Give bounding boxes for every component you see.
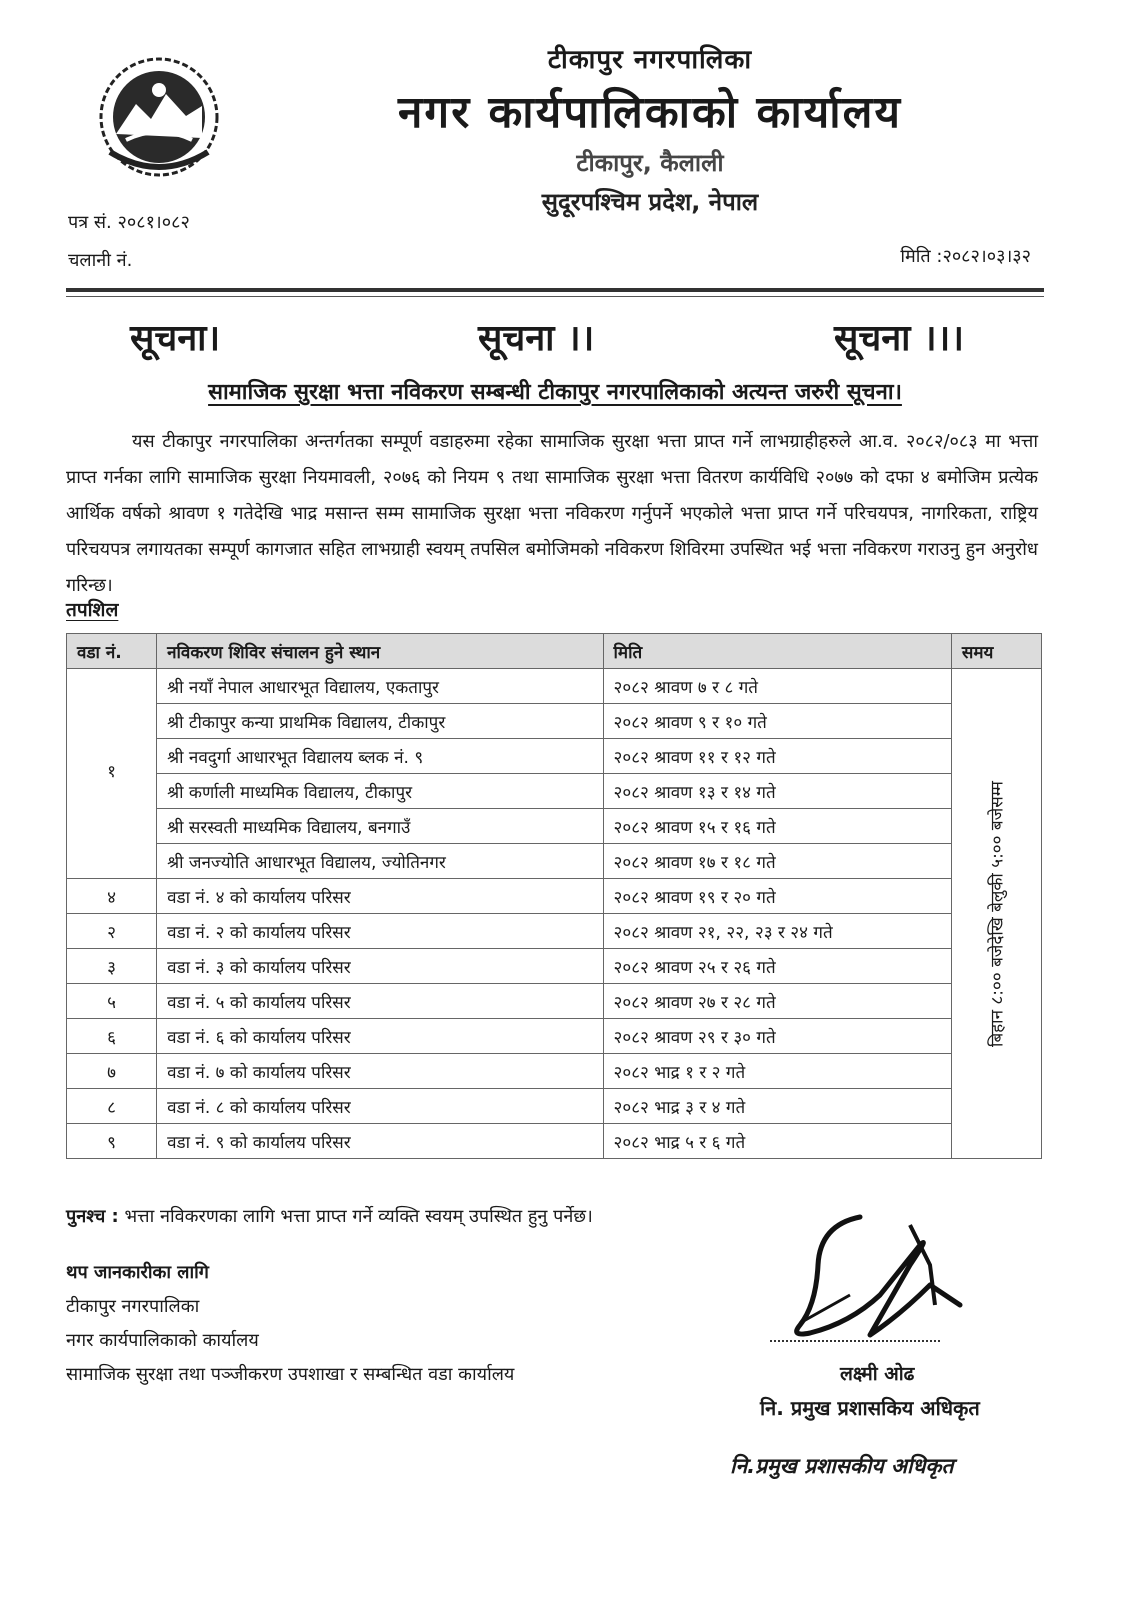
- ward-cell: ५: [67, 984, 157, 1019]
- ward-cell: १: [67, 669, 157, 879]
- table-header-row: [67, 634, 1042, 669]
- contact-line: टीकापुर नगरपालिका: [66, 1296, 200, 1317]
- notice-word-1: सूचना।: [130, 318, 221, 359]
- table-row: [67, 1124, 1042, 1159]
- signer-stamp: नि.प्रमुख प्रशासकीय अधिकृत: [730, 1454, 954, 1478]
- venue-cell: वडा नं. ४ को कार्यालय परिसर: [157, 879, 603, 914]
- table-row: [67, 809, 1042, 844]
- header-divider-thin: [66, 296, 1044, 297]
- municipality-emblem-icon: [96, 54, 222, 180]
- date-cell: २०८२ श्रावण २१, २२, २३ र २४ गते: [603, 914, 951, 949]
- postscript-text: भत्ता नविकरणका लागि भत्ता प्राप्त गर्ने व्यक्ति स्वयम् उपस्थित हुनु पर्नेछ।: [124, 1206, 593, 1227]
- contact-title: थप जानकारीका लागि: [66, 1262, 209, 1283]
- address-line-2: सुदूरपश्चिम प्रदेश, नेपाल: [541, 188, 759, 216]
- venue-cell: वडा नं. ५ को कार्यालय परिसर: [157, 984, 603, 1019]
- date-cell: २०८२ श्रावण ९ र १० गते: [603, 704, 951, 739]
- address-line-1: टीकापुर, कैलाली: [576, 149, 724, 177]
- ward-cell: ७: [67, 1054, 157, 1089]
- date-cell: २०८२ श्रावण ११ र १२ गते: [603, 739, 951, 774]
- venue-cell: वडा नं. ७ को कार्यालय परिसर: [157, 1054, 603, 1089]
- ward-cell: ९: [67, 1124, 157, 1159]
- municipality-name: टीकापुर नगरपालिका: [547, 45, 753, 75]
- time-cell: [951, 669, 1041, 1159]
- venue-cell: श्री नयाँ नेपाल आधारभूत विद्यालय, एकतापुर: [157, 669, 603, 704]
- col-header-venue: नविकरण शिविर संचालन हुने स्थान: [157, 634, 603, 669]
- venue-cell: श्री टीकापुर कन्या प्राथमिक विद्यालय, टीकापुर: [157, 704, 603, 739]
- venue-cell: वडा नं. ९ को कार्यालय परिसर: [157, 1124, 603, 1159]
- time-text: बिहान ८:०० बजेदेखि बेलुकी ५:०० बजेसम्म: [987, 780, 1008, 1047]
- venue-cell: श्री कर्णाली माध्यमिक विद्यालय, टीकापुर: [157, 774, 603, 809]
- table-row: [67, 914, 1042, 949]
- table-row: [67, 879, 1042, 914]
- schedule-heading: तपशिल: [66, 599, 119, 621]
- letter-number: पत्र सं. २०८१।०८२: [68, 212, 190, 233]
- table-row: [67, 739, 1042, 774]
- table-row: [67, 669, 1042, 704]
- date-cell: २०८२ श्रावण १३ र १४ गते: [603, 774, 951, 809]
- venue-cell: श्री नवदुर्गा आधारभूत विद्यालय ब्लक नं. ९: [157, 739, 603, 774]
- notice-headings: [66, 312, 1044, 362]
- signature-line: [770, 1340, 940, 1342]
- table-row: [67, 704, 1042, 739]
- col-header-ward: वडा नं.: [67, 634, 157, 669]
- ward-cell: ३: [67, 949, 157, 984]
- date-cell: २०८२ श्रावण १५ र १६ गते: [603, 809, 951, 844]
- col-header-date: मिति: [603, 634, 951, 669]
- date-cell: २०८२ श्रावण २५ र २६ गते: [603, 949, 951, 984]
- table-row: [67, 844, 1042, 879]
- venue-cell: श्री सरस्वती माध्यमिक विद्यालय, बनगाउँ: [157, 809, 603, 844]
- office-name: नगर कार्यपालिकाको कार्यालय: [398, 87, 902, 138]
- venue-cell: वडा नं. ६ को कार्यालय परिसर: [157, 1019, 603, 1054]
- signature-image: [760, 1205, 1050, 1355]
- ward-cell: ८: [67, 1089, 157, 1124]
- date-cell: २०८२ श्रावण १९ र २० गते: [603, 879, 951, 914]
- date-cell: २०८२ श्रावण १७ र १८ गते: [603, 844, 951, 879]
- schedule-table: [66, 633, 1042, 1159]
- contact-line: नगर कार्यपालिकाको कार्यालय: [66, 1330, 259, 1351]
- header-divider: [66, 288, 1044, 292]
- date-cell: २०८२ श्रावण २७ र २८ गते: [603, 984, 951, 1019]
- signer-name: लक्ष्मी ओढ: [840, 1363, 915, 1385]
- ward-cell: ४: [67, 879, 157, 914]
- venue-cell: वडा नं. ३ को कार्यालय परिसर: [157, 949, 603, 984]
- table-row: [67, 949, 1042, 984]
- notice-subject: सामाजिक सुरक्षा भत्ता नविकरण सम्बन्धी टीकापुर नगरपालिकाको अत्यन्त जरुरी सूचना।: [208, 380, 902, 405]
- postscript: [66, 1204, 593, 1228]
- contact-block: [66, 1256, 514, 1392]
- dispatch-number: चलानी नं.: [68, 250, 133, 271]
- postscript-label: पुनश्च :: [66, 1206, 119, 1227]
- notice-word-2: सूचना ।।: [478, 318, 595, 359]
- ward-cell: ६: [67, 1019, 157, 1054]
- col-header-time: समय: [951, 634, 1041, 669]
- notice-word-3: सूचना ।।।: [834, 318, 964, 359]
- table-row: [67, 1089, 1042, 1124]
- ward-cell: २: [67, 914, 157, 949]
- venue-cell: वडा नं. २ को कार्यालय परिसर: [157, 914, 603, 949]
- notice-body: यस टीकापुर नगरपालिका अन्तर्गतका सम्पूर्ण वडाहरुमा रहेका सामाजिक सुरक्षा भत्ता प्राप्त गर्ने लाभग्राहीहरुले आ.व. २०८२/०८३ मा भत्ता प्राप्त गर्नका लागि सामाजिक सुरक्षा नियमावली, २०७६ को नियम ९ तथा सामाजिक सुरक्षा भत्ता वितरण कार्यविधि २०७७ को दफा ४ बमोजिम प्रत्येक आर्थिक वर्षको श्रावण १ गतेदेखि भाद्र मसान्त सम्म सामाजिक सुरक्षा भत्ता नविकरण गर्नुपर्ने भएकोले भत्ता प्राप्त गर्ने परिचयपत्र, नागरिकता, राष्ट्रिय परिचयपत्र लगायतका सम्पूर्ण कागजात सहित लाभग्राही स्वयम् तपसिल बमोजिमको नविकरण शिविरमा उपस्थित भई भत्ता नविकरण गराउनु हुन अनुरोध गरिन्छ।: [66, 431, 1038, 596]
- table-row: [67, 984, 1042, 1019]
- table-row: [67, 1054, 1042, 1089]
- table-row: [67, 774, 1042, 809]
- date-cell: २०८२ श्रावण ७ र ८ गते: [603, 669, 951, 704]
- reference-block: [68, 204, 190, 280]
- letter-date: मिति :२०८२।०३।३२: [900, 246, 1031, 267]
- letterhead: [330, 40, 970, 218]
- date-cell: २०८२ भाद्र १ र २ गते: [603, 1054, 951, 1089]
- table-row: [67, 1019, 1042, 1054]
- venue-cell: वडा नं. ८ को कार्यालय परिसर: [157, 1089, 603, 1124]
- date-cell: २०८२ भाद्र ३ र ४ गते: [603, 1089, 951, 1124]
- date-cell: २०८२ भाद्र ५ र ६ गते: [603, 1124, 951, 1159]
- venue-cell: श्री जनज्योति आधारभूत विद्यालय, ज्योतिनगर: [157, 844, 603, 879]
- date-cell: २०८२ श्रावण २९ र ३० गते: [603, 1019, 951, 1054]
- signer-title: नि. प्रमुख प्रशासकिय अधिकृत: [760, 1396, 980, 1420]
- contact-line: सामाजिक सुरक्षा तथा पञ्जीकरण उपशाखा र सम्बन्धित वडा कार्यालय: [66, 1364, 515, 1385]
